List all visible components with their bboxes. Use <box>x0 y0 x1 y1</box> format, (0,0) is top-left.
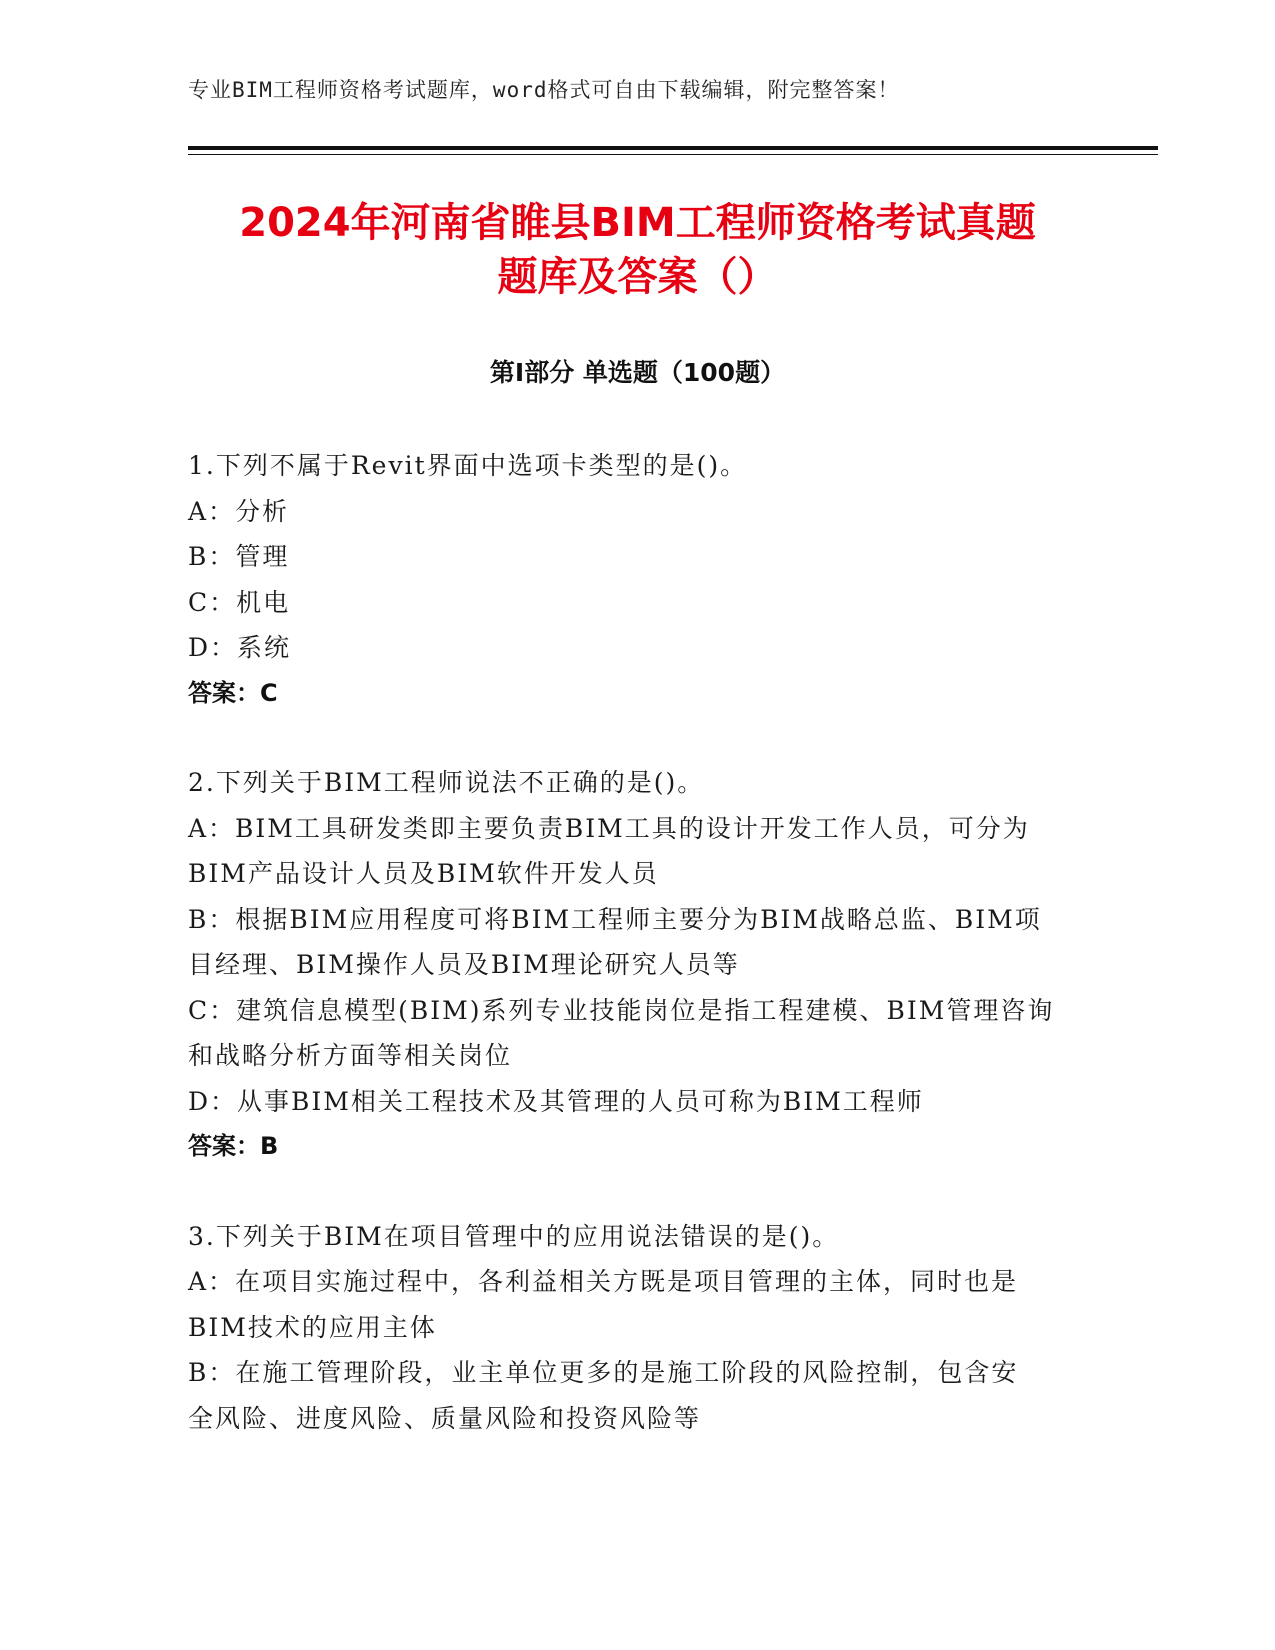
document-title-line-2: 题库及答案（） <box>497 254 778 300</box>
question-option-continued: BIM产品设计人员及BIM软件开发人员 <box>188 859 659 888</box>
question-option: D：从事BIM相关工程技术及其管理的人员可称为BIM工程师 <box>188 1086 924 1116</box>
question-option: A：在项目实施过程中，各利益相关方既是项目管理的主体，同时也是 <box>188 1267 1019 1296</box>
question-list <box>188 443 1093 1485</box>
header-divider-thin <box>188 154 1158 155</box>
question-stem: 1.下列不属于Revit界面中选项卡类型的是()。 <box>188 451 748 480</box>
header-divider-thick <box>188 146 1158 150</box>
document-title-line-1: 2024年河南省睢县BIM工程师资格考试真题 <box>239 200 1036 246</box>
question-stem: 2.下列关于BIM工程师说法不正确的是()。 <box>188 768 705 797</box>
question-answer: 答案：B <box>188 1132 279 1160</box>
question-option-continued: BIM技术的应用主体 <box>188 1312 437 1342</box>
question-option: C：机电 <box>188 587 291 617</box>
question-stem: 3.下列关于BIM在项目管理中的应用说法错误的是()。 <box>188 1221 840 1251</box>
question-answer: 答案：C <box>188 678 278 707</box>
question-option-continued: 全风险、进度风险、质量风险和投资风险等 <box>188 1403 702 1433</box>
question-1 <box>188 443 1093 716</box>
document-title <box>140 196 1135 304</box>
question-option: A：分析 <box>188 496 290 526</box>
question-option-continued: 和战略分析方面等相关岗位 <box>188 1041 513 1070</box>
question-2 <box>188 760 1093 1170</box>
question-option: C：建筑信息模型(BIM)系列专业技能岗位是指工程建模、BIM管理咨询 <box>188 995 1055 1025</box>
question-3 <box>188 1214 1093 1442</box>
question-option: A：BIM工具研发类即主要负责BIM工具的设计开发工作人员，可分为 <box>188 813 1030 843</box>
question-option: B：管理 <box>188 542 290 571</box>
page-header-note: 专业BIM工程师资格考试题库，word格式可自由下载编辑，附完整答案！ <box>188 78 900 102</box>
question-option: B：在施工管理阶段，业主单位更多的是施工阶段的风险控制，包含安 <box>188 1358 1019 1387</box>
question-option: D：系统 <box>188 633 292 662</box>
section-title: 第I部分 单选题（100题） <box>489 358 786 387</box>
question-option-continued: 目经理、BIM操作人员及BIM理论研究人员等 <box>188 950 740 979</box>
question-option: B：根据BIM应用程度可将BIM工程师主要分为BIM战略总监、BIM项 <box>188 904 1042 934</box>
